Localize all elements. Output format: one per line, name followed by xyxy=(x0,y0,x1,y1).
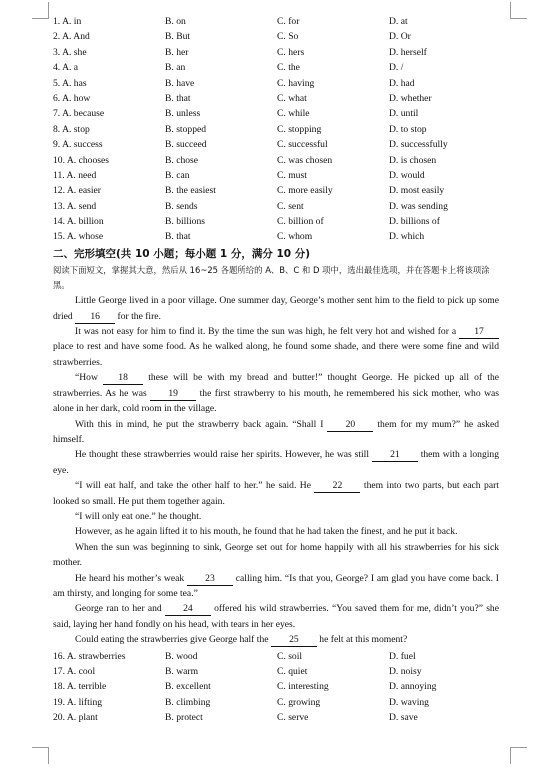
question-row: 15. A. whose B. that C. whom D. which xyxy=(53,231,425,243)
question-row: 5. A. has B. have C. having D. had xyxy=(53,77,415,89)
blank-16: 16 xyxy=(75,311,115,324)
question-row: 6. A. how B. that C. what D. whether xyxy=(53,92,432,104)
blank-21: 21 xyxy=(372,449,418,462)
exam-page xyxy=(53,14,499,726)
question-row: 3. A. she B. her C. hers D. herself xyxy=(53,46,427,58)
question-row: 14. A. billion B. billions C. billion of D. billions of xyxy=(53,216,440,228)
question-row: 7. A. because B. unless C. while D. until xyxy=(53,108,419,120)
passage-paragraph: With this in mind, he put the strawberry back again. “Shall I 20 them for my mum?” he asked himself. xyxy=(53,418,499,445)
passage-paragraph: However, as he again lifted it to his mouth, he found that he had taken the finest, and he put it back. xyxy=(75,526,458,538)
mcq-options-16-20 xyxy=(53,649,499,726)
passage-paragraph: It was not easy for him to find it. By the time the sun was high, he felt very hot and wished for a 17 place to rest and have some food. As he walked along, he found some shade, and there were some fine and wild strawberries. xyxy=(53,326,499,368)
mcq-options-1-15 xyxy=(53,14,499,245)
section-title: 二、完形填空(共 10 小题；每小题 1 分，满分 10 分) xyxy=(53,247,311,260)
passage-paragraph: When the sun was beginning to sink, George set out for home happily with all his strawberries for his sick mother. xyxy=(53,541,499,569)
question-row: 11. A. need B. can C. must D. would xyxy=(53,169,425,181)
blank-20: 20 xyxy=(327,419,373,432)
question-row: 20. A. plant B. protect C. serve D. save xyxy=(53,712,418,724)
blank-24: 24 xyxy=(165,603,211,616)
blank-22: 22 xyxy=(314,480,360,493)
blank-25: 25 xyxy=(271,634,317,647)
crop-mark-bottom-right xyxy=(510,747,527,764)
question-row: 8. A. stop B. stopped C. stopping D. to stop xyxy=(53,123,427,135)
section-instructions: 阅读下面短文，掌握其大意，然后从 16~25 各题所给的 A、B、C 和 D 项中，选出最佳选项，并在答题卡上将该项涂黑。 xyxy=(53,264,490,291)
question-row: 10. A. chooses B. chose C. was chosen D. is chosen xyxy=(53,154,437,166)
question-row: 2. A. And B. But C. So D. Or xyxy=(53,31,411,43)
passage-paragraph: Could eating the strawberries give George half the 25 he felt at this moment? xyxy=(75,634,408,646)
passage-paragraph: “How 18 these will be with my bread and butter!” thought George. He picked up all of the strawberries. As he was 19 the first strawberry to his mouth, he remembered his sick mother, who was alone in her dark, cold room in the village. xyxy=(53,372,500,415)
crop-mark-bottom-left xyxy=(32,747,49,764)
question-row: 18. A. terrible B. excellent C. interesting D. annoying xyxy=(53,681,437,693)
blank-18: 18 xyxy=(103,372,143,385)
question-row: 16. A. strawberries B. wood C. soil D. fuel xyxy=(53,650,416,662)
question-row: 9. A. success B. succeed C. successful D. successfully xyxy=(53,139,448,151)
crop-mark-top-right xyxy=(510,2,527,19)
question-row: 13. A. send B. sends C. sent D. was sending xyxy=(53,200,448,212)
passage-paragraph: He thought these strawberries would raise her spirits. However, he was still 21 them with a longing eye. xyxy=(53,449,500,476)
passage-paragraph: “I will only eat one.” he thought. xyxy=(75,510,202,522)
cloze-passage xyxy=(53,293,499,647)
blank-17: 17 xyxy=(459,326,499,339)
blank-19: 19 xyxy=(150,388,196,401)
question-row: 4. A. a B. an C. the D. / xyxy=(53,62,404,74)
crop-mark-top-left xyxy=(32,2,49,19)
question-row: 12. A. easier B. the easiest C. more easily D. most easily xyxy=(53,185,445,197)
question-row: 19. A. lifting B. climbing C. growing D. waving xyxy=(53,696,429,708)
question-row: 1. A. in B. on C. for D. at xyxy=(53,16,408,27)
passage-paragraph: Little George lived in a poor village. One summer day, George’s mother sent him to the field to pick up some dried 16 for the fire. xyxy=(53,295,499,322)
question-row: 17. A. cool B. warm C. quiet D. noisy xyxy=(53,666,422,677)
passage-paragraph: “I will eat half, and take the other half to her.” he said. He 22 them into two parts, but each part looked so small. He put them together again. xyxy=(53,480,499,507)
passage-paragraph: George ran to her and 24 offered his wild strawberries. “You saved them for me, didn’t you?” she said, laying her hand fondly on his head, with tears in her eyes. xyxy=(53,603,499,630)
blank-23: 23 xyxy=(187,573,233,586)
passage-paragraph: He heard his mother’s weak 23 calling him. “Is that you, George? I am glad you have come back. I am thirsty, and longing for some tea.” xyxy=(53,572,499,599)
